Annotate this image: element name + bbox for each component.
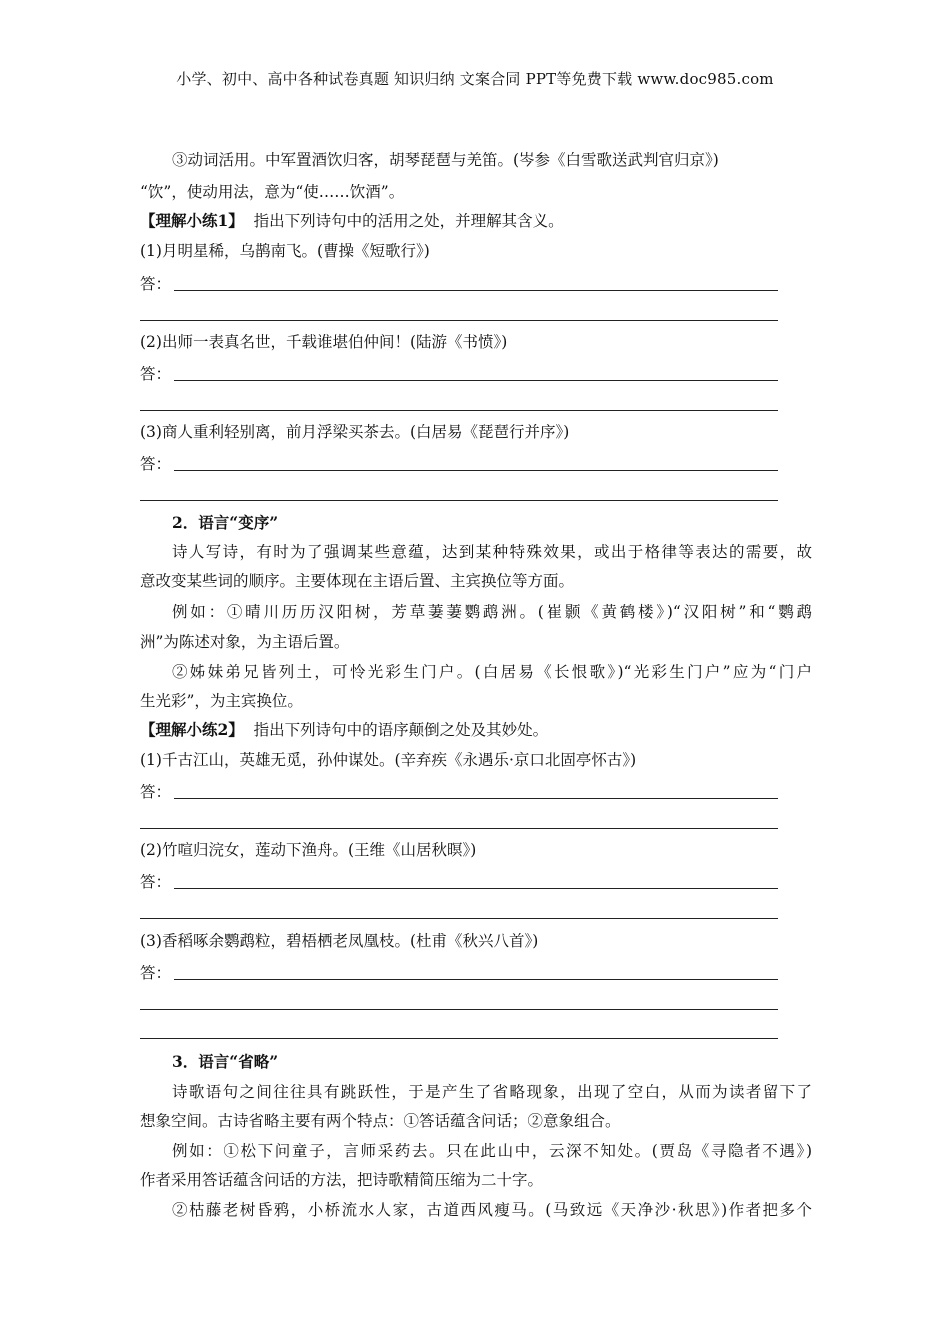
section-2-example-2-line2: 生光彩”，为主宾换位。 [140, 692, 303, 710]
section-3-intro-line1: 诗歌语句之间往往具有跳跃性，于是产生了省略现象，出现了空白，从而为读者留下了 [172, 1083, 812, 1101]
exercise-1-heading [140, 211, 564, 231]
section-2-example-2-line1: ②姊妹弟兄皆列土，可怜光彩生门户。(白居易《长恨歌》)“光彩生门户”应为“门户 [172, 663, 812, 681]
exercise-1-question-1: (1)月明星稀，乌鹊南飞。(曹操《短歌行》) [140, 242, 430, 260]
answer-label: 答： [140, 365, 172, 383]
answer-label: 答： [140, 275, 172, 293]
exercise-1-tag: 【理解小练1】 [140, 211, 244, 230]
answer-label: 答： [140, 783, 172, 801]
exercise-2-question-2: (2)竹喧归浣女，莲动下渔舟。(王维《山居秋暝》) [140, 841, 477, 859]
answer-line[interactable] [140, 410, 778, 411]
answer-line[interactable] [174, 798, 778, 799]
exercise-2-prompt: 指出下列诗句中的语序颠倒之处及其妙处。 [253, 721, 549, 739]
section-2-title: 2．语言“变序” [172, 513, 279, 532]
exercise-1-prompt: 指出下列诗句中的活用之处，并理解其含义。 [253, 212, 564, 230]
answer-line[interactable] [174, 470, 778, 471]
exercise-2-heading [140, 720, 548, 740]
answer-line[interactable] [140, 1038, 778, 1039]
section-3-example-2-line1: ②枯藤老树昏鸦，小桥流水人家，古道西风瘦马。(马致远《天净沙·秋思》)作者把多个 [172, 1201, 812, 1219]
answer-line[interactable] [140, 320, 778, 321]
answer-line[interactable] [174, 380, 778, 381]
section-2-example-1-line2: 洲”为陈述对象，为主语后置。 [140, 633, 350, 651]
answer-label: 答： [140, 964, 172, 982]
page-header: 小学、初中、高中各种试卷真题 知识归纳 文案合同 PPT等免费下载 www.doc985.com [176, 70, 774, 88]
section-3-intro-line2: 想象空间。古诗省略主要有两个特点：①答话蕴含问话；②意象组合。 [140, 1112, 621, 1130]
exercise-2-question-3: (3)香稻啄余鹦鹉粒，碧梧栖老凤凰枝。(杜甫《秋兴八首》) [140, 932, 539, 950]
section-2-example-1-line1: 例如：①晴川历历汉阳树，芳草萋萋鹦鹉洲。(崔颢《黄鹤楼》)“汉阳树”和“鹦鹉 [172, 603, 812, 621]
answer-line[interactable] [174, 290, 778, 291]
section-3-example-1-line1: 例如：①松下问童子，言师采药去。只在此山中，云深不知处。(贾岛《寻隐者不遇》) [172, 1142, 812, 1160]
answer-label: 答： [140, 455, 172, 473]
paragraph-verb-usage-line1: ③动词活用。中军置酒饮归客，胡琴琵琶与羌笛。(岑参《白雪歌送武判官归京》) [172, 151, 719, 169]
exercise-2-question-1: (1)千古江山，英雄无觅，孙仲谋处。(辛弃疾《永遇乐·京口北固亭怀古》) [140, 751, 637, 769]
exercise-1-question-3: (3)商人重利轻别离，前月浮梁买茶去。(白居易《琵琶行并序》) [140, 423, 570, 441]
section-3-example-1-line2: 作者采用答话蕴含问话的方法，把诗歌精简压缩为二十字。 [140, 1171, 544, 1189]
section-2-intro-line1: 诗人写诗，有时为了强调某些意蕴，达到某种特殊效果，或出于格律等表达的需要，故 [172, 543, 812, 561]
answer-line[interactable] [174, 979, 778, 980]
answer-line[interactable] [140, 918, 778, 919]
answer-line[interactable] [140, 828, 778, 829]
exercise-2-tag: 【理解小练2】 [140, 720, 244, 739]
answer-line[interactable] [140, 1009, 778, 1010]
answer-line[interactable] [140, 500, 778, 501]
section-3-title: 3．语言“省略” [172, 1052, 279, 1071]
answer-label: 答： [140, 873, 172, 891]
section-2-intro-line2: 意改变某些词的顺序。主要体现在主语后置、主宾换位等方面。 [140, 572, 575, 590]
answer-line[interactable] [174, 888, 778, 889]
paragraph-verb-usage-line2: “饮”，使动用法，意为“使……饮酒”。 [140, 183, 405, 201]
exercise-1-question-2: (2)出师一表真名世，千载谁堪伯仲间！(陆游《书愤》) [140, 333, 508, 351]
